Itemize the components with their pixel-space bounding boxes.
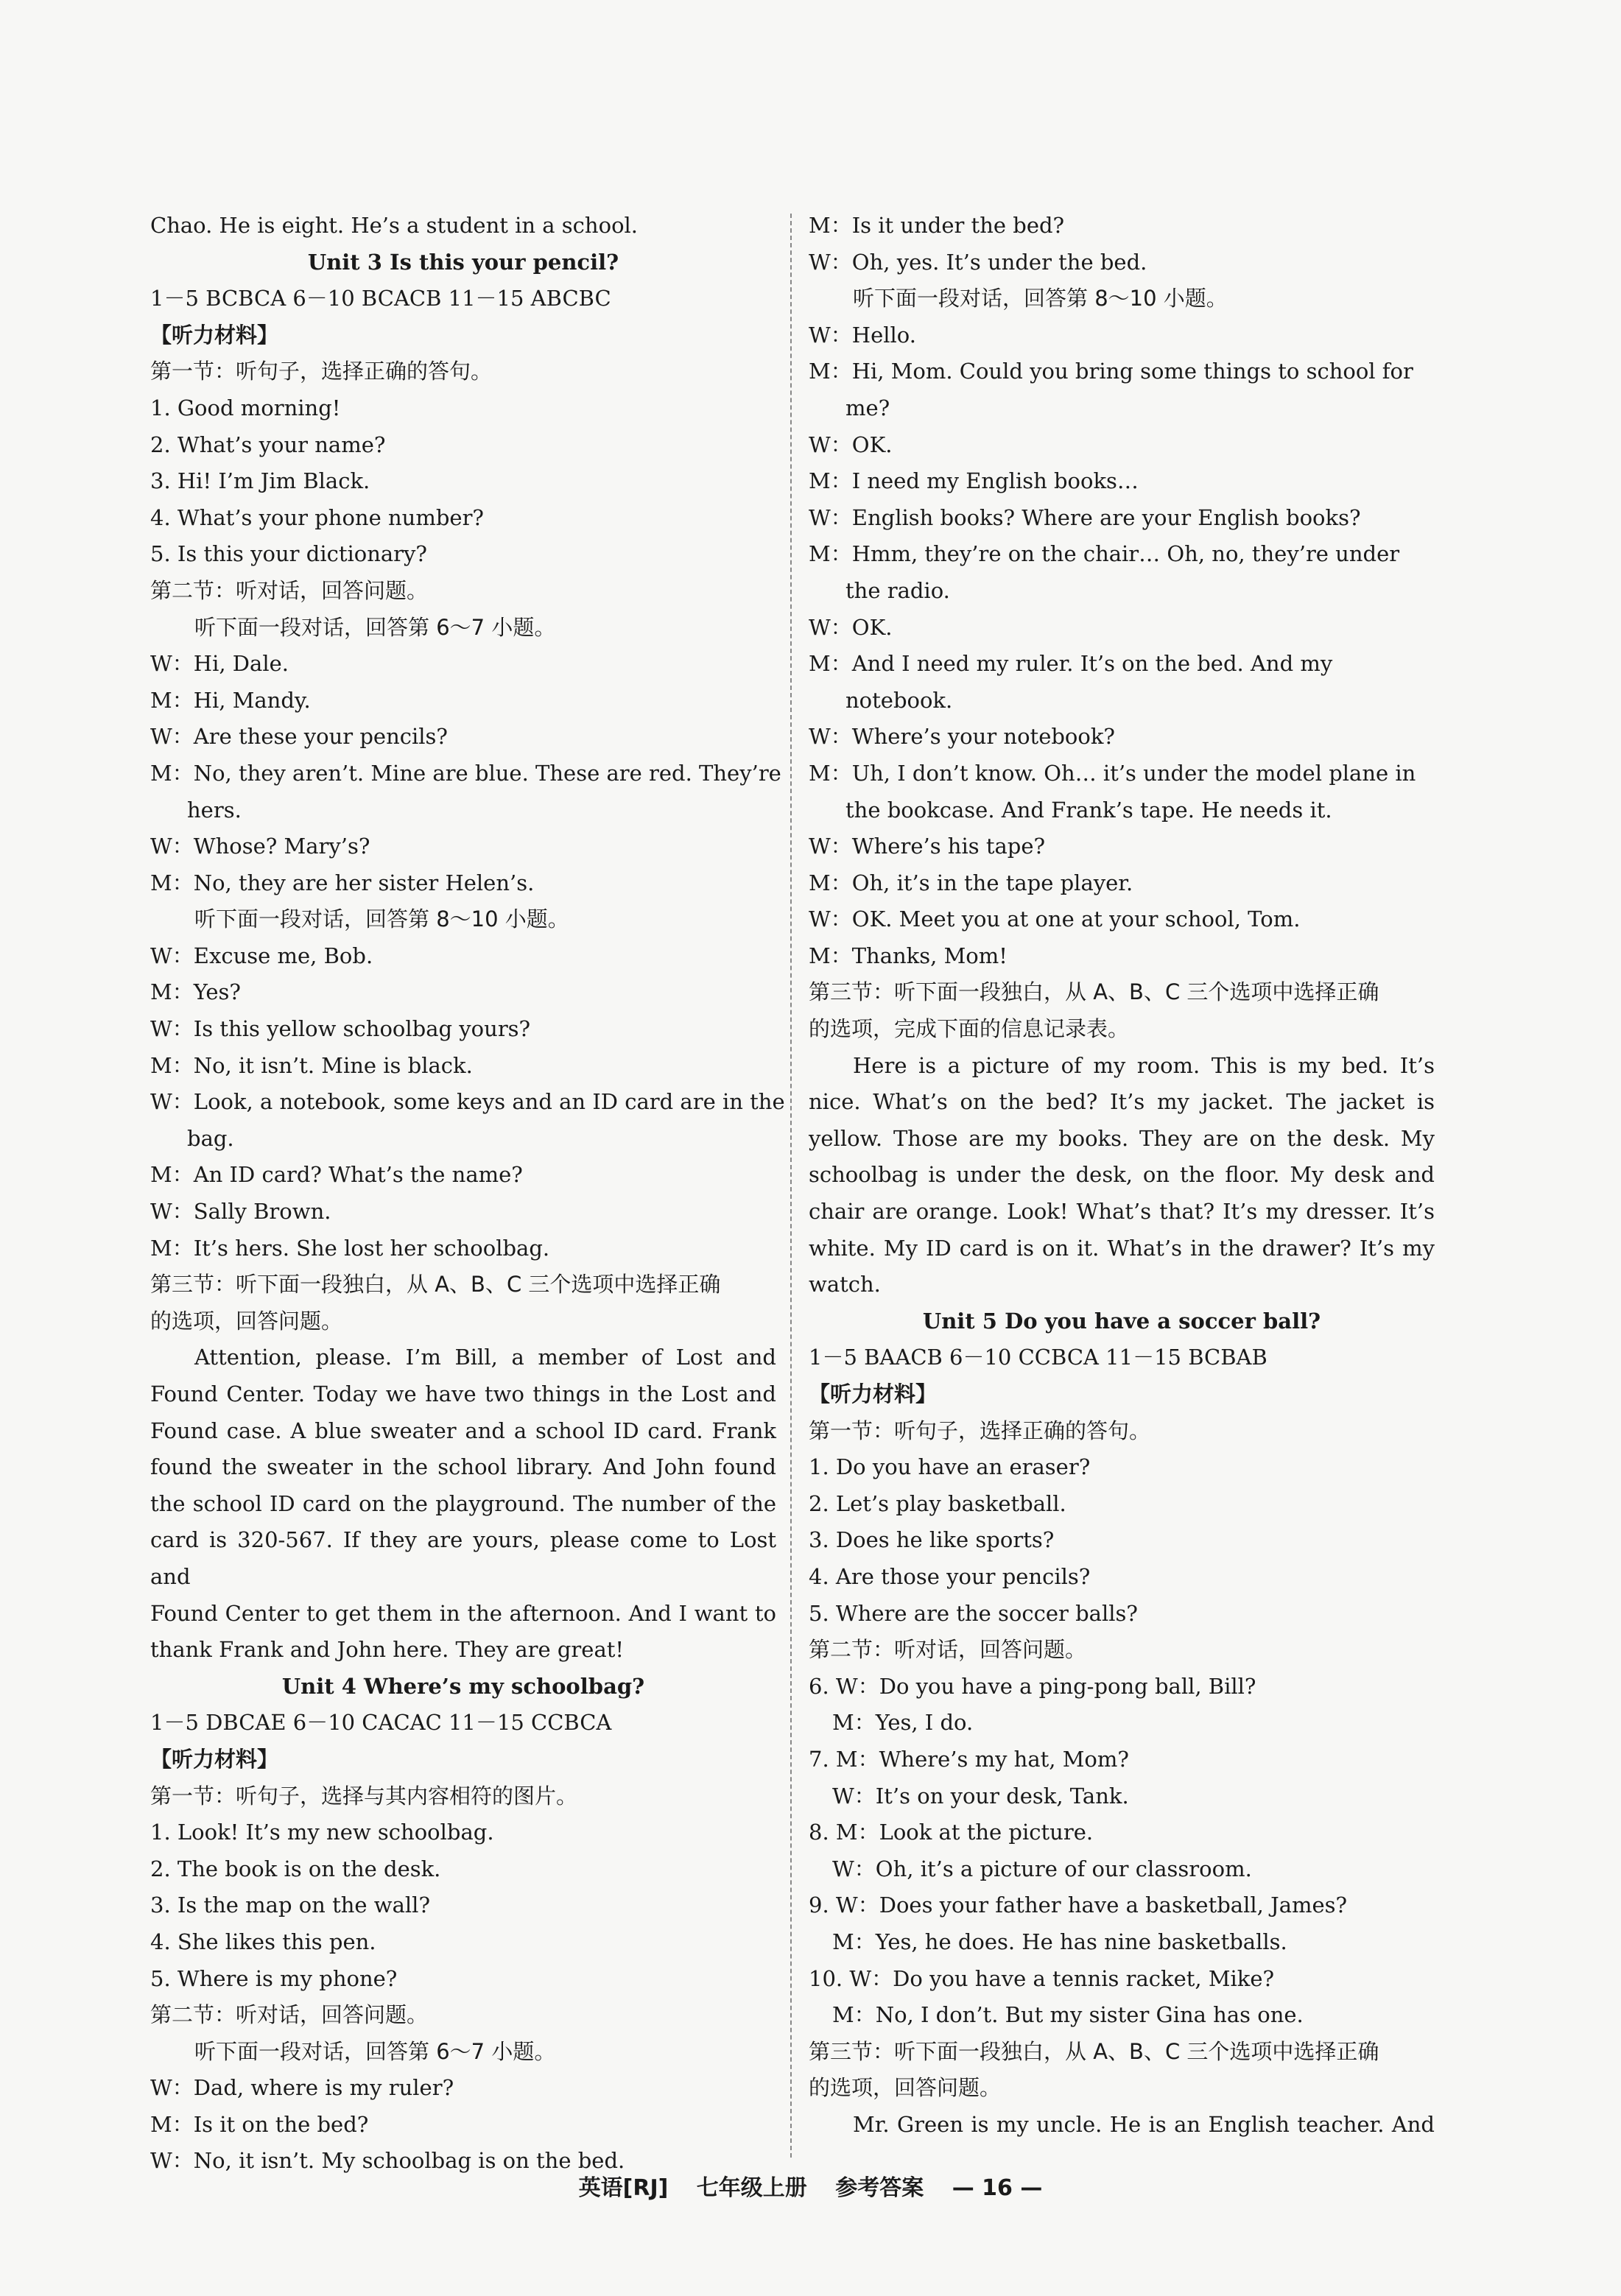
- paragraph-line: found the sweater in the school library. And John found: [150, 1454, 776, 1480]
- text-line: M：Is it under the bed?: [809, 213, 1065, 238]
- text-line: 4. She likes this pen.: [150, 1929, 376, 1954]
- paragraph-line: Here is a picture of my room. This is my bed. It’s: [853, 1052, 1435, 1078]
- text-line: W：Hi, Dale.: [150, 651, 289, 677]
- text-line: 1. Good morning!: [150, 395, 341, 420]
- text-line: 的选项，完成下面的信息记录表。: [809, 1016, 1130, 1042]
- text-line: 4. What’s your phone number?: [150, 504, 484, 530]
- text-line: W：Look, a notebook, some keys and an ID card are in the: [150, 1089, 785, 1115]
- text-line: 4. Are those your pencils?: [809, 1563, 1091, 1589]
- text-line: W：Dad, where is my ruler?: [150, 2075, 454, 2101]
- text-line: M：Hmm, they’re on the chair… Oh, no, they’re under: [809, 541, 1400, 567]
- text-line: M：I need my English books…: [809, 468, 1139, 494]
- text-line: 5. Is this your dictionary?: [150, 541, 427, 567]
- text-line: 第三节：听下面一段独白，从 A、B、C 三个选项中选择正确: [809, 2038, 1379, 2064]
- footer-grade: 七年级上册: [696, 2175, 807, 2201]
- text-line: M：Hi, Mom. Could you bring some things to school for: [809, 359, 1413, 384]
- text-line: 2. Let’s play basketball.: [809, 1490, 1066, 1516]
- text-line: M：It’s hers. She lost her schoolbag.: [150, 1235, 550, 1261]
- text-line: M：No, I don’t. But my sister Gina has one.: [832, 2002, 1304, 2028]
- text-line: 第三节：听下面一段独白，从 A、B、C 三个选项中选择正确: [809, 979, 1379, 1005]
- paragraph-line: card is 320-567. If they are yours, please come to Lost and: [150, 1527, 776, 1589]
- text-line: 听下面一段对话，回答第 6～7 小题。: [194, 2038, 556, 2064]
- text-line: W：Hello.: [809, 322, 916, 348]
- page-footer: [0, 2169, 1621, 2202]
- paragraph-line: yellow. Those are my books. They are on the desk. My: [809, 1125, 1435, 1151]
- text-line: W：No, it isn’t. My schoolbag is on the bed.: [150, 2148, 625, 2174]
- paragraph-line: chair are orange. Look! What’s that? It’s my dresser. It’s: [809, 1199, 1435, 1225]
- column-divider: [790, 214, 792, 2158]
- text-line: 第一节：听句子，选择正确的答句。: [809, 1418, 1151, 1443]
- text-line: Chao. He is eight. He’s a student in a school.: [150, 213, 639, 238]
- text-line: 9. W：Does your father have a basketball, James?: [809, 1892, 1348, 1918]
- text-line: 第二节：听对话，回答问题。: [150, 2002, 429, 2028]
- paragraph-line: nice. What’s on the bed? It’s my jacket. The jacket is: [809, 1089, 1435, 1115]
- text-line: 7. M：Where’s my hat, Mom?: [809, 1746, 1129, 1772]
- text-line: M：Oh, it’s in the tape player.: [809, 870, 1133, 895]
- footer-page-number: — 16 —: [952, 2175, 1043, 2201]
- paragraph-line: watch.: [809, 1272, 881, 1297]
- left-column: [150, 208, 785, 2180]
- text-line: M：An ID card? What’s the name?: [150, 1162, 523, 1188]
- text-line: W：OK.: [809, 432, 893, 457]
- text-line: 3. Hi! I’m Jim Black.: [150, 468, 370, 494]
- unit-heading: Unit 4 Where’s my schoolbag?: [281, 1673, 645, 1699]
- text-line: M：No, they aren’t. Mine are blue. These are red. They’re: [150, 760, 781, 786]
- text-line: notebook.: [845, 687, 953, 713]
- text-line: 1. Do you have an eraser?: [809, 1454, 1091, 1480]
- text-line: 10. W：Do you have a tennis racket, Mike?: [809, 1965, 1275, 1991]
- text-line: 6. W：Do you have a ping-pong ball, Bill?: [809, 1673, 1256, 1699]
- text-line: 第三节：听下面一段独白，从 A、B、C 三个选项中选择正确: [150, 1272, 721, 1297]
- paragraph-line: thank Frank and John here. They are great!: [150, 1637, 625, 1663]
- text-line: 5. Where are the soccer balls?: [809, 1600, 1138, 1626]
- text-line: M：And I need my ruler. It’s on the bed. And my: [809, 651, 1333, 677]
- text-line: W：English books? Where are your English books?: [809, 504, 1361, 530]
- text-line: 2. What’s your name?: [150, 432, 386, 457]
- text-line: the radio.: [845, 577, 950, 603]
- text-line: hers.: [187, 797, 242, 823]
- text-line: 【听力材料】: [809, 1381, 938, 1406]
- text-line: 第二节：听对话，回答问题。: [809, 1637, 1087, 1663]
- text-line: W：It’s on your desk, Tank.: [832, 1783, 1129, 1809]
- footer-label: 参考答案: [835, 2175, 924, 2201]
- text-line: 的选项，回答问题。: [150, 1308, 343, 1334]
- paragraph-line: schoolbag is under the desk, on the floor. My desk and: [809, 1162, 1435, 1188]
- text-line: M：Is it on the bed?: [150, 2111, 369, 2137]
- unit-heading: Unit 5 Do you have a soccer ball?: [922, 1308, 1321, 1334]
- text-line: 第二节：听对话，回答问题。: [150, 577, 429, 603]
- text-line: me?: [845, 395, 890, 420]
- text-line: W：Where’s your notebook?: [809, 724, 1115, 750]
- unit-heading: Unit 3 Is this your pencil?: [307, 249, 619, 275]
- text-line: 听下面一段对话，回答第 8～10 小题。: [194, 906, 569, 932]
- paragraph-line: Found Center to get them in the afternoon. And I want to: [150, 1600, 776, 1626]
- text-line: 第一节：听句子，选择正确的答句。: [150, 359, 493, 384]
- paragraph-line: Found Center. Today we have two things in the Lost and: [150, 1381, 776, 1406]
- text-line: 【听力材料】: [150, 322, 279, 348]
- text-line: M：No, it isn’t. Mine is black.: [150, 1052, 473, 1078]
- text-line: the bookcase. And Frank’s tape. He needs it.: [845, 797, 1332, 823]
- text-line: 3. Is the map on the wall?: [150, 1892, 431, 1918]
- paragraph-line: Mr. Green is my uncle. He is an English teacher. And: [853, 2111, 1435, 2137]
- text-line: 5. Where is my phone?: [150, 1965, 398, 1991]
- text-line: M：Yes, I do.: [832, 1710, 974, 1736]
- text-line: W：OK. Meet you at one at your school, Tom.: [809, 906, 1301, 932]
- text-line: M：Yes?: [150, 979, 241, 1005]
- text-line: 1－5 DBCAE 6－10 CACAC 11－15 CCBCA: [150, 1710, 612, 1736]
- text-line: M：Thanks, Mom!: [809, 943, 1008, 968]
- text-line: M：No, they are her sister Helen’s.: [150, 870, 535, 895]
- text-line: W：Oh, it’s a picture of our classroom.: [832, 1856, 1252, 1881]
- text-line: M：Uh, I don’t know. Oh… it’s under the model plane in: [809, 760, 1416, 786]
- text-line: W：Is this yellow schoolbag yours?: [150, 1016, 531, 1042]
- text-line: 1－5 BAACB 6－10 CCBCA 11－15 BCBAB: [809, 1345, 1267, 1370]
- text-line: W：Sally Brown.: [150, 1199, 331, 1225]
- text-line: W：Oh, yes. It’s under the bed.: [809, 249, 1147, 275]
- text-line: M：Hi, Mandy.: [150, 687, 311, 713]
- text-line: M：Yes, he does. He has nine basketballs.: [832, 1929, 1287, 1954]
- text-line: 听下面一段对话，回答第 6～7 小题。: [194, 614, 556, 640]
- paragraph-line: the school ID card on the playground. The number of the: [150, 1490, 776, 1516]
- paragraph-line: white. My ID card is on it. What’s in the drawer? It’s my: [809, 1235, 1435, 1261]
- text-line: 听下面一段对话，回答第 8～10 小题。: [853, 286, 1228, 311]
- text-line: 的选项，回答问题。: [809, 2075, 1002, 2101]
- text-line: W：OK.: [809, 614, 893, 640]
- footer-subject: 英语[RJ]: [578, 2175, 669, 2201]
- text-line: W：Are these your pencils?: [150, 724, 448, 750]
- text-line: W：Whose? Mary’s?: [150, 834, 370, 859]
- text-line: 3. Does he like sports?: [809, 1527, 1055, 1553]
- text-line: 8. M：Look at the picture.: [809, 1820, 1094, 1845]
- text-line: 1. Look! It’s my new schoolbag.: [150, 1820, 494, 1845]
- text-line: 【听力材料】: [150, 1746, 279, 1772]
- text-line: 2. The book is on the desk.: [150, 1856, 441, 1881]
- paragraph-line: Found case. A blue sweater and a school ID card. Frank: [150, 1418, 776, 1443]
- text-line: 第一节：听句子，选择与其内容相符的图片。: [150, 1783, 578, 1809]
- text-line: bag.: [187, 1125, 234, 1151]
- right-column: [809, 208, 1435, 2143]
- text-line: W：Excuse me, Bob.: [150, 943, 373, 968]
- text-line: 1－5 BCBCA 6－10 BCACB 11－15 ABCBC: [150, 286, 611, 311]
- text-line: W：Where’s his tape?: [809, 834, 1046, 859]
- paragraph-line: Attention, please. I’m Bill, a member of Lost and: [194, 1345, 776, 1370]
